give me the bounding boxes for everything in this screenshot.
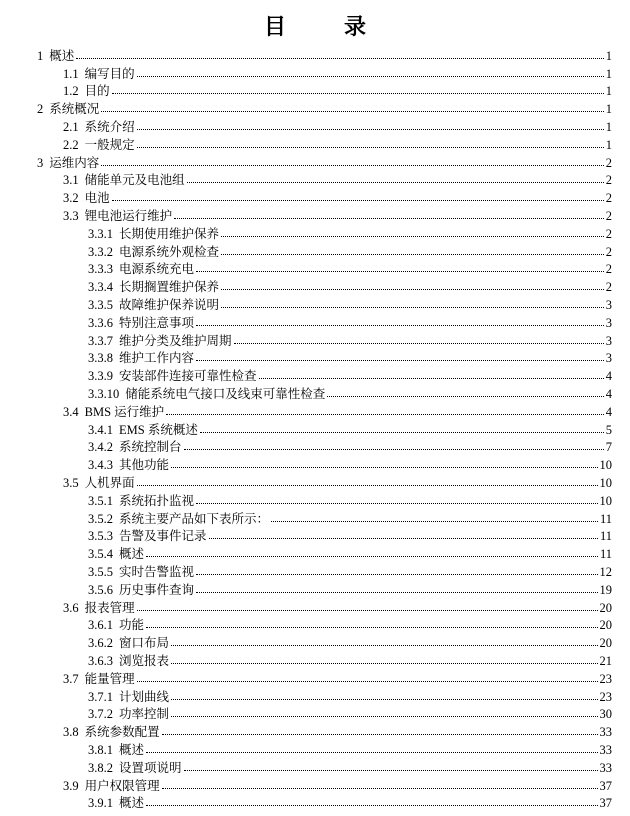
- toc-entry[interactable]: [63, 205, 612, 223]
- toc-leader-dots: [162, 734, 598, 735]
- toc-leader-dots: [221, 289, 604, 290]
- toc-entry-title: 窗口布局: [119, 636, 170, 651]
- toc-leader-dots: [166, 414, 604, 415]
- toc-entry-page: 3: [605, 351, 612, 366]
- toc-leader-dots: [137, 610, 598, 611]
- toc-entry-page: 4: [605, 369, 612, 384]
- toc-entry-page: 3: [605, 333, 612, 348]
- toc-entry-number: 3.2: [63, 191, 79, 206]
- toc-entry-title: 锂电池运行维护: [84, 208, 173, 223]
- toc-entry-title: EMS 系统概述: [119, 422, 198, 437]
- toc-entry-number: 3.5.6: [88, 582, 113, 597]
- toc-entry[interactable]: [88, 650, 612, 668]
- toc-entry-number: 2.1: [63, 119, 79, 134]
- toc-entry[interactable]: [88, 490, 612, 508]
- toc-leader-dots: [196, 574, 597, 575]
- toc-entry-number: 3.6.1: [88, 618, 113, 633]
- toc-entry[interactable]: [88, 294, 612, 312]
- toc-entry-page: 1: [605, 102, 612, 117]
- toc-entry-number: 3.6: [63, 600, 79, 615]
- toc-entry-number: 3.6.2: [88, 636, 113, 651]
- toc-entry-page: 7: [605, 440, 612, 455]
- toc-entry-title: 能量管理: [84, 671, 135, 686]
- toc-entry-title: 电池: [84, 191, 110, 206]
- toc-entry-title: 特别注意事项: [119, 315, 195, 330]
- toc-entry[interactable]: [88, 508, 612, 526]
- toc-entry-number: 3.8.1: [88, 742, 113, 757]
- toc-entry-title: 其他功能: [119, 458, 170, 473]
- toc-entry-number: 3.3.8: [88, 351, 113, 366]
- toc-leader-dots: [146, 627, 597, 628]
- toc-entry-number: 3.1: [63, 173, 79, 188]
- toc-entry[interactable]: [88, 312, 612, 330]
- toc-entry-number: 3.3.1: [88, 226, 113, 241]
- toc-entry[interactable]: [37, 152, 612, 170]
- toc-entry-page: 23: [599, 689, 612, 704]
- toc-entry[interactable]: [88, 348, 612, 366]
- toc-entry[interactable]: [63, 401, 612, 419]
- toc-entry[interactable]: [37, 98, 612, 116]
- toc-entry-number: 3.4.1: [88, 422, 113, 437]
- toc-entry-number: 3.3.6: [88, 315, 113, 330]
- toc-entry-title: BMS 运行维护: [84, 404, 165, 419]
- toc-entry-number: 3: [37, 155, 44, 170]
- toc-entry-title: 电源系统充电: [119, 262, 195, 277]
- toc-entry-title: 储能系统电气接口及线束可靠性检查: [125, 386, 326, 401]
- toc-leader-dots: [171, 645, 597, 646]
- toc-entry-page: 1: [605, 119, 612, 134]
- toc-entry-title: 浏览报表: [119, 653, 170, 668]
- toc-entry-title: 概述: [119, 742, 145, 757]
- toc-entry[interactable]: [63, 170, 612, 188]
- toc-entry-title: 长期搁置维护保养: [119, 280, 220, 295]
- toc-entry-title: 目的: [84, 84, 110, 99]
- toc-entry-page: 1: [605, 84, 612, 99]
- toc-entry-page: 30: [599, 707, 612, 722]
- toc-entry[interactable]: [88, 561, 612, 579]
- toc-entry-page: 33: [599, 742, 612, 757]
- toc-entry-page: 37: [599, 796, 612, 811]
- toc-entry-number: 3.7: [63, 671, 79, 686]
- toc-entry-title: 功率控制: [119, 707, 170, 722]
- toc-entry-number: 3.5.1: [88, 493, 113, 508]
- toc-entry-page: 11: [599, 547, 612, 562]
- toc-leader-dots: [146, 805, 597, 806]
- toc-entry-page: 4: [605, 404, 612, 419]
- toc-leader-dots: [196, 592, 597, 593]
- toc-entry-title: 维护分类及维护周期: [119, 333, 232, 348]
- toc-leader-dots: [137, 129, 604, 130]
- toc-entry-page: 37: [599, 778, 612, 793]
- toc-entry-title: 报表管理: [84, 600, 135, 615]
- toc-entry-title: 储能单元及电池组: [84, 173, 185, 188]
- toc-entry[interactable]: [88, 704, 612, 722]
- toc-entry-number: 2.2: [63, 137, 79, 152]
- toc-entry-number: 3.5.2: [88, 511, 113, 526]
- toc-entry-page: 3: [605, 315, 612, 330]
- toc-leader-dots: [137, 147, 604, 148]
- toc-entry-page: 5: [605, 422, 612, 437]
- toc-entry[interactable]: [88, 241, 612, 259]
- toc-entry-number: 1.2: [63, 84, 79, 99]
- toc-entry-title: 概述: [49, 48, 75, 63]
- toc-entry[interactable]: [63, 472, 612, 490]
- toc-entry-title: 一般规定: [84, 137, 135, 152]
- toc-entry-number: 3.9: [63, 778, 79, 793]
- toc-entry-title: 系统参数配置: [84, 725, 160, 740]
- toc-entry-title: 功能: [119, 618, 145, 633]
- toc-entry-number: 3.3.9: [88, 369, 113, 384]
- toc-entry-title: 用户权限管理: [84, 778, 160, 793]
- toc-entry-number: 3.6.3: [88, 653, 113, 668]
- toc-entry[interactable]: [88, 259, 612, 277]
- toc-entry-number: 3.3.2: [88, 244, 113, 259]
- toc-entry[interactable]: [88, 793, 612, 811]
- toc-entry-page: 2: [605, 173, 612, 188]
- toc-entry-number: 3.8: [63, 725, 79, 740]
- toc-entry[interactable]: [88, 526, 612, 544]
- toc-entry[interactable]: [63, 597, 612, 615]
- toc-entry-page: 2: [605, 244, 612, 259]
- toc-entry-number: 3.4.3: [88, 458, 113, 473]
- toc-entry-title: 编写目的: [84, 66, 135, 81]
- toc-entry[interactable]: [88, 543, 612, 561]
- toc-entry[interactable]: [88, 330, 612, 348]
- toc-leader-dots: [171, 467, 597, 468]
- toc-entry-title: 设置项说明: [119, 760, 182, 775]
- toc-entry[interactable]: [88, 419, 612, 437]
- toc-leader-dots: [259, 378, 604, 379]
- toc-entry-number: 3.5: [63, 475, 79, 490]
- toc-entry-page: 10: [599, 493, 612, 508]
- toc-entry-page: 12: [599, 564, 612, 579]
- toc-entry-page: 10: [599, 475, 612, 490]
- toc-leader-dots: [112, 200, 604, 201]
- toc-entry-page: 2: [605, 208, 612, 223]
- toc-entry-title: 系统控制台: [119, 440, 182, 455]
- toc-leader-dots: [271, 521, 598, 522]
- toc-entry[interactable]: [63, 116, 612, 134]
- toc-entry-title: 计划曲线: [119, 689, 170, 704]
- toc-entry-page: 20: [599, 600, 612, 615]
- toc-leader-dots: [171, 699, 597, 700]
- toc-entry-number: 3.5.5: [88, 564, 113, 579]
- toc-entry-page: 1: [605, 66, 612, 81]
- toc-leader-dots: [209, 538, 598, 539]
- toc-entry[interactable]: [88, 365, 612, 383]
- toc-entry-title: 长期使用维护保养: [119, 226, 220, 241]
- toc-entry-number: 3.4: [63, 404, 79, 419]
- toc-entry-title: 安装部件连接可靠性检查: [119, 369, 257, 384]
- toc-leader-dots: [187, 182, 604, 183]
- toc-entry[interactable]: [63, 81, 612, 99]
- toc-leader-dots: [146, 556, 598, 557]
- toc-entry-page: 4: [605, 386, 612, 401]
- toc-entry-page: 21: [599, 653, 612, 668]
- toc-entry-title: 系统概况: [49, 102, 100, 117]
- toc-entry[interactable]: [63, 187, 612, 205]
- toc-leader-dots: [137, 485, 598, 486]
- toc-entry-number: 3.9.1: [88, 796, 113, 811]
- toc-entry[interactable]: [88, 615, 612, 633]
- toc-entry-number: 3.3.3: [88, 262, 113, 277]
- toc-entry[interactable]: [63, 134, 612, 152]
- toc-entry-number: 3.3: [63, 208, 79, 223]
- toc-entry-page: 2: [605, 191, 612, 206]
- toc-leader-dots: [112, 93, 604, 94]
- toc-leader-dots: [234, 343, 604, 344]
- toc-entry-page: 23: [599, 671, 612, 686]
- toc-entry-title: 电源系统外观检查: [119, 244, 220, 259]
- toc-entry-number: 3.3.4: [88, 280, 113, 295]
- toc-entry-number: 3.5.3: [88, 529, 113, 544]
- toc-entry[interactable]: [37, 45, 612, 63]
- toc-entry-number: 1.1: [63, 66, 79, 81]
- toc-leader-dots: [101, 111, 603, 112]
- toc-entry-number: 3.8.2: [88, 760, 113, 775]
- toc-entry[interactable]: [63, 721, 612, 739]
- toc-entry-number: 3.7.2: [88, 707, 113, 722]
- toc-leader-dots: [200, 432, 604, 433]
- toc-entry-number: 3.4.2: [88, 440, 113, 455]
- toc-entry[interactable]: [88, 223, 612, 241]
- toc-entry-page: 3: [605, 297, 612, 312]
- toc-entry-page: 2: [605, 226, 612, 241]
- toc-entry-page: 10: [599, 458, 612, 473]
- toc-entry-number: 3.5.4: [88, 547, 113, 562]
- toc-entry[interactable]: [88, 383, 612, 401]
- toc-entry[interactable]: [63, 668, 612, 686]
- toc-entry[interactable]: [88, 276, 612, 294]
- toc-entry-number: 3.3.10: [88, 386, 120, 401]
- toc-entry-title: 历史事件查询: [119, 582, 195, 597]
- toc-leader-dots: [174, 218, 604, 219]
- toc-leader-dots: [327, 396, 603, 397]
- toc-leader-dots: [221, 254, 604, 255]
- toc-entry-page: 19: [599, 582, 612, 597]
- toc-leader-dots: [171, 716, 597, 717]
- toc-entry-page: 33: [599, 760, 612, 775]
- toc-entry-page: 33: [599, 725, 612, 740]
- toc-leader-dots: [221, 307, 604, 308]
- toc-entry[interactable]: [88, 454, 612, 472]
- toc-entry-page: 1: [605, 137, 612, 152]
- toc-entry[interactable]: [88, 757, 612, 775]
- toc-entry-page: 20: [599, 636, 612, 651]
- toc-leader-dots: [137, 681, 598, 682]
- toc-title: 目 录: [263, 14, 384, 39]
- toc-entry-title: 系统介绍: [84, 119, 135, 134]
- toc-entry[interactable]: [88, 739, 612, 757]
- toc-leader-dots: [196, 360, 604, 361]
- toc-entry[interactable]: [88, 579, 612, 597]
- toc-entry-page: 11: [599, 529, 612, 544]
- toc-entry[interactable]: [88, 437, 612, 455]
- toc-entry-title: 系统主要产品如下表所示：: [119, 511, 270, 526]
- toc-entry-title: 维护工作内容: [119, 351, 195, 366]
- toc-entry-number: 3.3.7: [88, 333, 113, 348]
- toc-entry-title: 概述: [119, 547, 145, 562]
- toc-entry-page: 11: [599, 511, 612, 526]
- toc-leader-dots: [162, 788, 598, 789]
- toc-leader-dots: [146, 752, 597, 753]
- toc-leader-dots: [184, 770, 598, 771]
- toc-entry[interactable]: [63, 775, 612, 793]
- toc-entry-number: 3.3.5: [88, 297, 113, 312]
- toc-leader-dots: [76, 58, 603, 59]
- toc-leader-dots: [196, 503, 597, 504]
- toc-entry-page: 1: [605, 48, 612, 63]
- toc-entry-page: 2: [605, 280, 612, 295]
- toc-leader-dots: [184, 449, 604, 450]
- toc-entry-number: 2: [37, 102, 44, 117]
- toc-entry-title: 运维内容: [49, 155, 100, 170]
- toc-entry[interactable]: [88, 632, 612, 650]
- toc-entry-page: 20: [599, 618, 612, 633]
- toc-leader-dots: [101, 165, 603, 166]
- toc-entry-page: 2: [605, 262, 612, 277]
- toc-entry-title: 告警及事件记录: [119, 529, 207, 544]
- toc-entry[interactable]: [88, 686, 612, 704]
- toc-entry[interactable]: [63, 63, 612, 81]
- toc-entry-page: 2: [605, 155, 612, 170]
- toc-leader-dots: [171, 663, 597, 664]
- toc-entry-number: 3.7.1: [88, 689, 113, 704]
- toc-entry-title: 故障维护保养说明: [119, 297, 220, 312]
- toc-leader-dots: [137, 76, 604, 77]
- toc-leader-dots: [196, 271, 604, 272]
- toc-entry-title: 概述: [119, 796, 145, 811]
- toc-entry-title: 实时告警监视: [119, 564, 195, 579]
- toc-entry-title: 系统拓扑监视: [119, 493, 195, 508]
- toc-leader-dots: [221, 236, 604, 237]
- toc-entry-title: 人机界面: [84, 475, 135, 490]
- toc-leader-dots: [196, 325, 604, 326]
- toc-entry-number: 1: [37, 48, 44, 63]
